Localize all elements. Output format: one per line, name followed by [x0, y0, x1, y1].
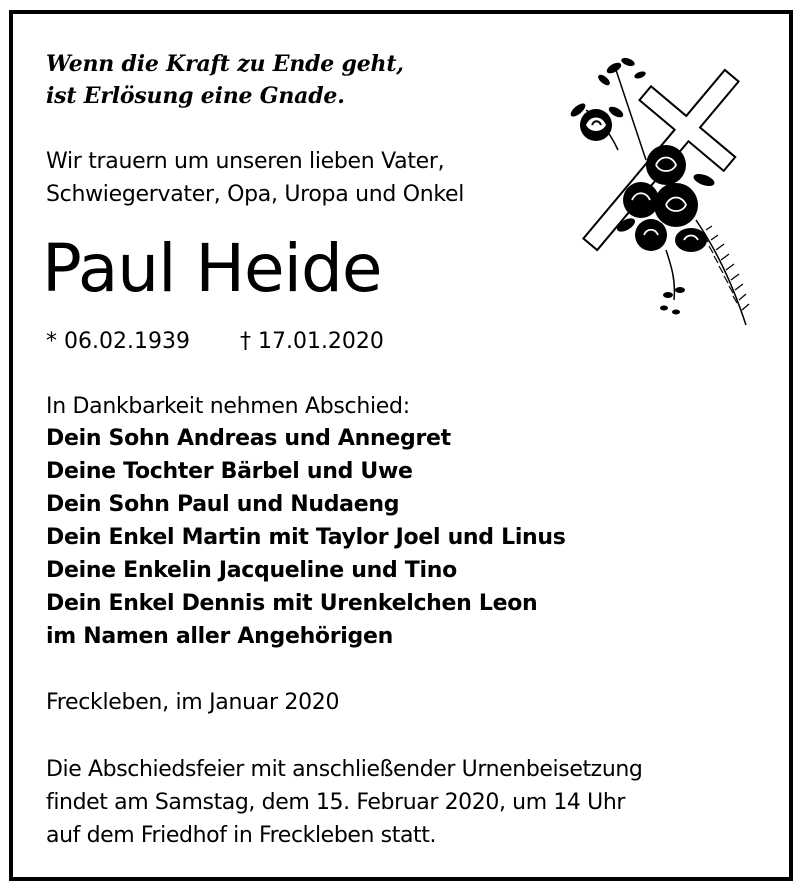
life-dates — [46, 327, 384, 357]
service-line: auf dem Friedhof in Freckleben statt. — [46, 823, 437, 848]
service-line: findet am Samstag, dem 15. Februar 2020, um 14 Uhr — [46, 790, 626, 815]
family-line: Dein Sohn Paul und Nudaeng — [46, 492, 400, 517]
birth-date: * 06.02.1939 — [46, 329, 190, 354]
family-line: Dein Enkel Martin mit Taylor Joel und Linus — [46, 525, 566, 550]
family-line: Dein Sohn Andreas und Annegret — [46, 426, 451, 451]
family-line: im Namen aller Angehörigen — [46, 624, 393, 649]
farewell-heading: In Dankbarkeit nehmen Abschied: — [46, 394, 410, 419]
service-info — [46, 753, 642, 852]
deceased-name: Paul Heide — [42, 230, 382, 307]
death-date: † 17.01.2020 — [239, 329, 384, 354]
cross-with-roses-icon — [556, 40, 766, 330]
intro-line: Schwiegervater, Opa, Uropa und Onkel — [46, 182, 465, 207]
family-line: Deine Tochter Bärbel und Uwe — [46, 459, 413, 484]
intro-line: Wir trauern um unseren lieben Vater, — [46, 149, 445, 174]
motto-line: ist Erlösung eine Gnade. — [46, 83, 345, 109]
service-line: Die Abschiedsfeier mit anschließender Urnenbeisetzung — [46, 757, 643, 782]
place-date: Freckleben, im Januar 2020 — [46, 690, 340, 715]
family-line: Dein Enkel Dennis mit Urenkelchen Leon — [46, 591, 538, 616]
intro-text — [46, 145, 464, 211]
motto — [46, 48, 404, 112]
family-line: Deine Enkelin Jacqueline und Tino — [46, 558, 457, 583]
family-list — [46, 422, 566, 653]
motto-line: Wenn die Kraft zu Ende geht, — [46, 51, 404, 77]
